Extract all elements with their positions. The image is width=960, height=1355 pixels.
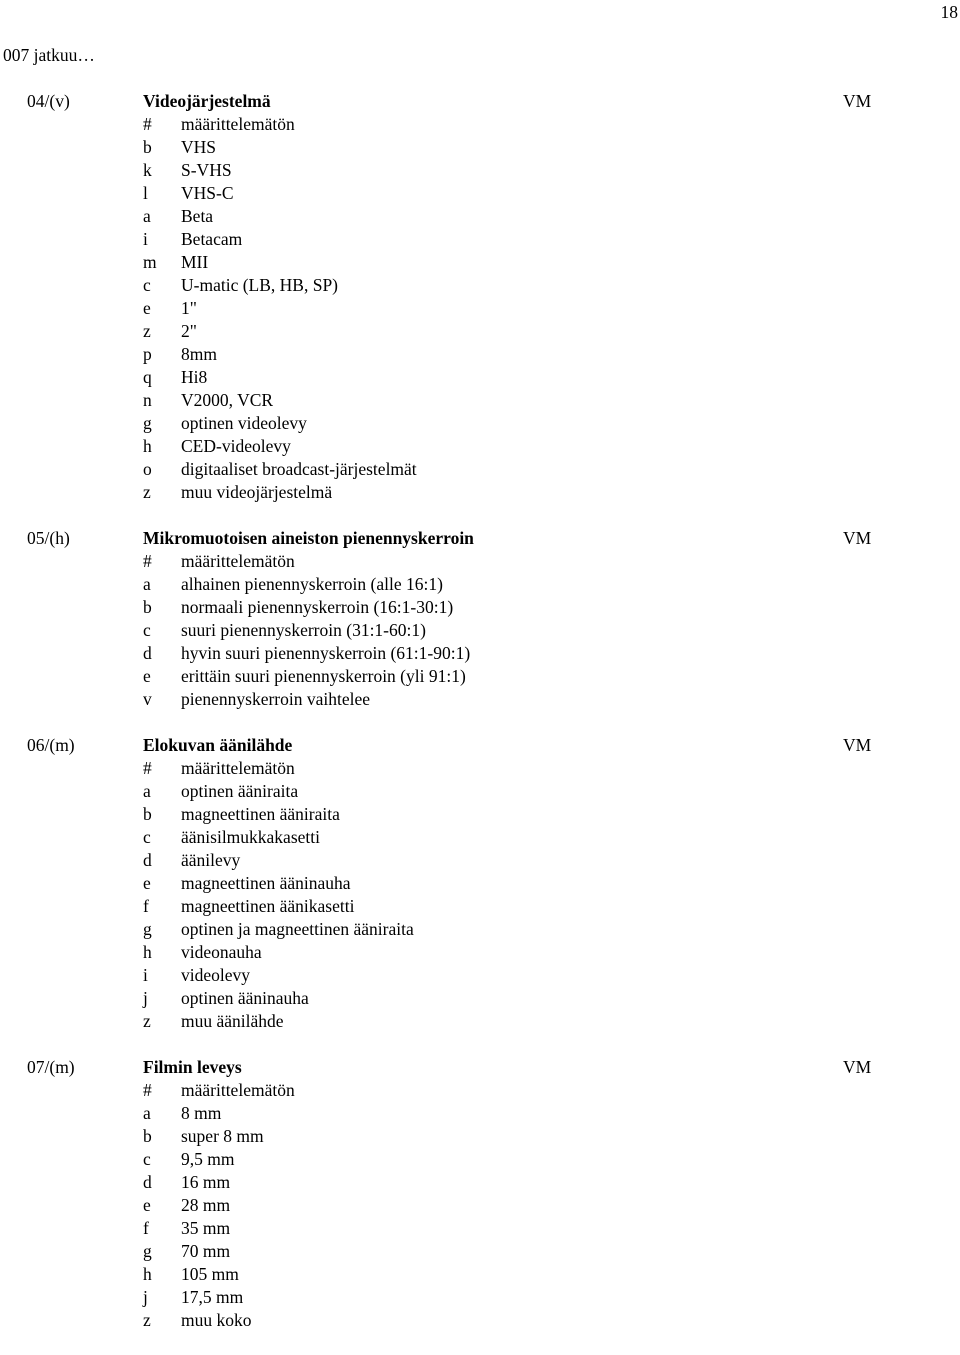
field-title: Videojärjestelmä	[143, 91, 271, 111]
code-list-item	[0, 550, 960, 573]
page-number: 18	[940, 2, 958, 22]
code-value: a	[143, 1103, 151, 1123]
field-position: 07/(m)	[27, 1057, 75, 1077]
code-value: b	[143, 1126, 152, 1146]
code-value: h	[143, 1264, 152, 1284]
code-description: optinen ääniraita	[181, 781, 299, 801]
field-position: 04/(v)	[27, 91, 70, 111]
code-list-item	[0, 803, 960, 826]
code-value: q	[143, 367, 152, 387]
code-description: optinen videolevy	[181, 413, 307, 433]
field-section	[0, 90, 960, 504]
code-value: o	[143, 459, 152, 479]
code-description: Betacam	[181, 229, 243, 249]
field-section	[0, 734, 960, 1033]
code-description: 9,5 mm	[181, 1149, 235, 1169]
field-position: 05/(h)	[27, 528, 70, 548]
code-list-item	[0, 1010, 960, 1033]
code-description: 17,5 mm	[181, 1287, 244, 1307]
code-value: e	[143, 666, 151, 686]
code-list-item	[0, 274, 960, 297]
field-flag: VM	[843, 528, 872, 548]
code-value: c	[143, 827, 151, 847]
code-value: c	[143, 275, 151, 295]
code-description: erittäin suuri pienennyskerroin (yli 91:1)	[181, 666, 466, 686]
code-list-item	[0, 1217, 960, 1240]
code-list-item	[0, 205, 960, 228]
code-description: magneettinen ääninauha	[181, 873, 351, 893]
code-description: muu äänilähde	[181, 1011, 284, 1031]
code-description: 8 mm	[181, 1103, 222, 1123]
code-description: U-matic (LB, HB, SP)	[181, 275, 339, 295]
code-value: f	[143, 1218, 149, 1238]
field-flag: VM	[843, 735, 872, 755]
code-description: Beta	[181, 206, 214, 226]
code-value: #	[143, 758, 152, 778]
code-value: f	[143, 896, 149, 916]
code-list-item	[0, 412, 960, 435]
code-description: äänisilmukkakasetti	[181, 827, 320, 847]
code-list-item	[0, 573, 960, 596]
code-value: k	[143, 160, 152, 180]
field-header-row	[0, 1056, 960, 1079]
field-position: 06/(m)	[27, 735, 75, 755]
code-list-item	[0, 297, 960, 320]
code-list-item	[0, 1171, 960, 1194]
field-title: Mikromuotoisen aineiston pienennyskerroin	[143, 528, 474, 548]
code-list-item	[0, 895, 960, 918]
code-description: VHS	[181, 137, 217, 157]
code-list-item	[0, 159, 960, 182]
code-list-item	[0, 1079, 960, 1102]
field-section	[0, 1056, 960, 1332]
code-list-item	[0, 435, 960, 458]
code-value: e	[143, 1195, 151, 1215]
code-description: äänilevy	[181, 850, 241, 870]
code-description: 1"	[181, 298, 197, 318]
code-value: a	[143, 574, 151, 594]
code-value: c	[143, 1149, 151, 1169]
code-value: b	[143, 137, 152, 157]
code-list-item	[0, 481, 960, 504]
code-value: g	[143, 413, 152, 433]
field-header-row	[0, 734, 960, 757]
code-list-item	[0, 1240, 960, 1263]
code-list-item	[0, 941, 960, 964]
code-description: 28 mm	[181, 1195, 231, 1215]
field-title: Elokuvan äänilähde	[143, 735, 293, 755]
field-section	[0, 527, 960, 711]
code-description: videonauha	[181, 942, 262, 962]
code-description: magneettinen äänikasetti	[181, 896, 355, 916]
code-description: 105 mm	[181, 1264, 239, 1284]
code-description: VHS-C	[181, 183, 234, 203]
page-heading: 007 jatkuu…	[3, 45, 95, 65]
code-value: h	[143, 436, 152, 456]
code-list-item	[0, 757, 960, 780]
field-header-row	[0, 527, 960, 550]
field-flag: VM	[843, 91, 872, 111]
code-list-item	[0, 1286, 960, 1309]
code-value: z	[143, 1011, 151, 1031]
code-description: normaali pienennyskerroin (16:1-30:1)	[181, 597, 454, 617]
code-description: MII	[181, 252, 209, 272]
code-description: 70 mm	[181, 1241, 231, 1261]
code-list-item	[0, 389, 960, 412]
code-list-item	[0, 251, 960, 274]
field-header-row	[0, 90, 960, 113]
code-description: S-VHS	[181, 160, 232, 180]
code-description: super 8 mm	[181, 1126, 264, 1146]
code-value: e	[143, 298, 151, 318]
code-value: b	[143, 597, 152, 617]
code-description: määrittelemätön	[181, 114, 295, 134]
code-list-item	[0, 1125, 960, 1148]
code-value: i	[143, 229, 148, 249]
code-value: g	[143, 1241, 152, 1261]
code-list-item	[0, 849, 960, 872]
code-list-item	[0, 1194, 960, 1217]
code-list-item	[0, 688, 960, 711]
code-value: a	[143, 781, 151, 801]
code-description: hyvin suuri pienennyskerroin (61:1-90:1)	[181, 643, 471, 663]
code-value: l	[143, 183, 148, 203]
code-list-item	[0, 780, 960, 803]
code-description: 16 mm	[181, 1172, 231, 1192]
code-description: Hi8	[181, 367, 208, 387]
code-description: määrittelemätön	[181, 551, 295, 571]
code-description: V2000, VCR	[181, 390, 274, 410]
code-description: määrittelemätön	[181, 758, 295, 778]
code-list-item	[0, 619, 960, 642]
field-sections	[0, 90, 960, 1355]
code-value: v	[143, 689, 152, 709]
code-value: d	[143, 850, 152, 870]
code-description: pienennyskerroin vaihtelee	[181, 689, 371, 709]
field-title: Filmin leveys	[143, 1057, 242, 1077]
code-value: m	[143, 252, 157, 272]
code-value: d	[143, 643, 152, 663]
code-description: muu koko	[181, 1310, 252, 1330]
code-description: suuri pienennyskerroin (31:1-60:1)	[181, 620, 426, 640]
code-list-item	[0, 343, 960, 366]
code-description: optinen ja magneettinen ääniraita	[181, 919, 414, 939]
code-value: #	[143, 1080, 152, 1100]
code-value: i	[143, 965, 148, 985]
code-value: n	[143, 390, 152, 410]
code-description: alhainen pienennyskerroin (alle 16:1)	[181, 574, 443, 594]
code-description: 8mm	[181, 344, 217, 364]
code-value: h	[143, 942, 152, 962]
code-value: c	[143, 620, 151, 640]
code-value: z	[143, 482, 151, 502]
code-description: 2"	[181, 321, 197, 341]
code-list-item	[0, 136, 960, 159]
code-list-item	[0, 987, 960, 1010]
code-value: j	[143, 1287, 148, 1307]
code-list-item	[0, 918, 960, 941]
code-value: p	[143, 344, 152, 364]
code-value: d	[143, 1172, 152, 1192]
code-value: e	[143, 873, 151, 893]
code-list-item	[0, 665, 960, 688]
code-value: #	[143, 551, 152, 571]
code-list-item	[0, 826, 960, 849]
code-list-item	[0, 113, 960, 136]
code-list-item	[0, 182, 960, 205]
code-description: 35 mm	[181, 1218, 231, 1238]
code-description: videolevy	[181, 965, 251, 985]
code-list-item	[0, 642, 960, 665]
code-value: g	[143, 919, 152, 939]
code-list-item	[0, 320, 960, 343]
code-list-item	[0, 458, 960, 481]
code-list-item	[0, 1102, 960, 1125]
code-value: z	[143, 1310, 151, 1330]
code-list-item	[0, 964, 960, 987]
code-description: magneettinen ääniraita	[181, 804, 340, 824]
code-value: #	[143, 114, 152, 134]
code-value: b	[143, 804, 152, 824]
code-description: muu videojärjestelmä	[181, 482, 333, 502]
code-value: a	[143, 206, 151, 226]
field-flag: VM	[843, 1057, 872, 1077]
code-list-item	[0, 596, 960, 619]
code-description: optinen ääninauha	[181, 988, 309, 1008]
code-list-item	[0, 1148, 960, 1171]
code-description: digitaaliset broadcast-järjestelmät	[181, 459, 417, 479]
code-list-item	[0, 1263, 960, 1286]
code-value: j	[143, 988, 148, 1008]
code-list-item	[0, 228, 960, 251]
code-value: z	[143, 321, 151, 341]
code-list-item	[0, 1309, 960, 1332]
code-description: määrittelemätön	[181, 1080, 295, 1100]
code-list-item	[0, 872, 960, 895]
code-list-item	[0, 366, 960, 389]
code-description: CED-videolevy	[181, 436, 291, 456]
